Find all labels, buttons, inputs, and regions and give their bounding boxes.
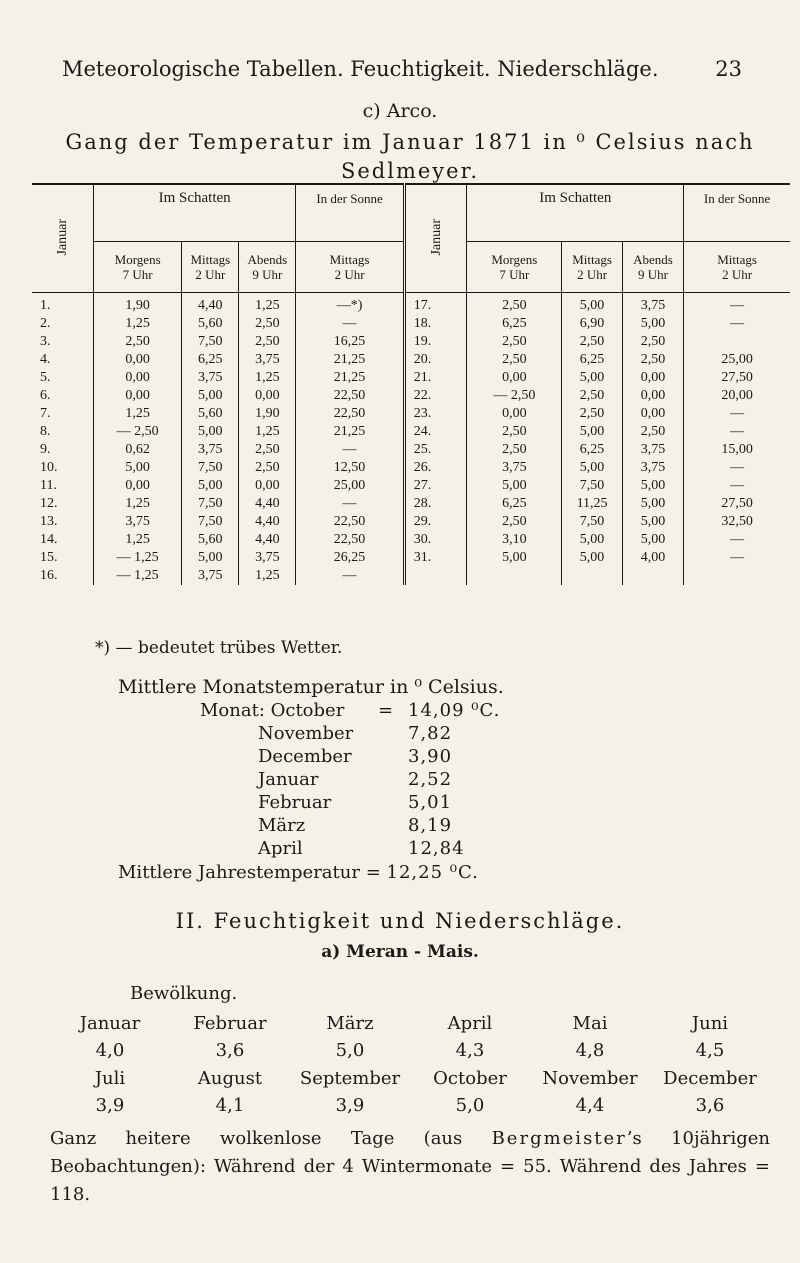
cloud-value: 4,8 (575, 1040, 605, 1061)
value-cell: 12,50 (296, 459, 404, 477)
day-cell: 26. (404, 459, 467, 477)
januar-header-right: Januar (404, 184, 467, 293)
value-cell: — (684, 459, 790, 477)
value-cell: 3,75 (622, 293, 683, 316)
value-cell: 7,50 (182, 513, 239, 531)
table-title-line-1: Gang der Temperatur im Januar 1871 in ⁰ Celsius nach (65, 130, 755, 154)
monthly-mean-label: März (258, 815, 306, 836)
value-cell: 4,00 (622, 549, 683, 567)
value-cell: 0,00 (239, 387, 296, 405)
day-cell: 23. (404, 405, 467, 423)
value-cell: 2,50 (239, 315, 296, 333)
value-cell: — (684, 531, 790, 549)
value-cell: —*) (296, 293, 404, 316)
value-cell: 0,00 (239, 477, 296, 495)
value-cell: 20,00 (684, 387, 790, 405)
day-cell: 3. (40, 334, 51, 349)
cloud-value: 4,4 (575, 1095, 605, 1116)
day-cell: 15. (40, 550, 58, 565)
value-cell: 1,25 (239, 293, 296, 316)
sonne-mittags-header: Mittags 2 Uhr (684, 242, 790, 293)
value-cell: 2,50 (562, 387, 622, 405)
value-cell: 3,75 (239, 549, 296, 567)
cloud-value: 3,6 (215, 1040, 245, 1061)
section-2-heading: II. Feuchtigkeit und Niederschläge. (175, 909, 625, 933)
value-cell: 7,50 (182, 495, 239, 513)
value-cell: 0,00 (622, 405, 683, 423)
value-cell: 5,00 (562, 369, 622, 387)
value-cell: 5,00 (562, 459, 622, 477)
value-cell: — 2,50 (93, 423, 181, 441)
value-cell: 5,00 (562, 423, 622, 441)
day-cell: 5. (40, 370, 51, 385)
day-cell: 6. (40, 388, 51, 403)
monthly-mean-label: Januar (258, 769, 319, 790)
value-cell: 2,50 (562, 333, 622, 351)
day-cell: 17. (404, 293, 467, 316)
value-cell: 22,50 (296, 513, 404, 531)
im-schatten-header-right: Im Schatten (467, 184, 684, 242)
day-cell: 25. (404, 441, 467, 459)
value-cell: 5,60 (182, 315, 239, 333)
value-cell: 2,50 (622, 423, 683, 441)
value-cell: 4,40 (239, 513, 296, 531)
table-row (32, 293, 790, 316)
cloud-value: 3,9 (335, 1095, 365, 1116)
value-cell: 5,00 (562, 293, 622, 316)
value-cell (467, 567, 562, 585)
annual-mean (118, 862, 479, 883)
value-cell: — (684, 293, 790, 316)
value-cell: 0,00 (622, 387, 683, 405)
value-cell: 2,50 (622, 351, 683, 369)
value-cell: 2,50 (467, 513, 562, 531)
cloud-month: Januar (79, 1013, 141, 1034)
value-cell (684, 333, 790, 351)
footnote: *) — bedeutet trübes Wetter. (95, 638, 343, 658)
cloud-month: September (299, 1068, 401, 1089)
section-heading-arco: c) Arco. (362, 100, 438, 122)
monthly-mean-row (200, 769, 620, 792)
table-title-line-2: Sedlmeyer. (340, 159, 479, 183)
value-cell: 5,00 (467, 549, 562, 567)
day-cell: 30. (404, 531, 467, 549)
value-cell (622, 567, 683, 585)
value-cell: 22,50 (296, 387, 404, 405)
value-cell: 1,25 (93, 405, 181, 423)
value-cell: 1,25 (93, 495, 181, 513)
monthly-mean-row (200, 700, 620, 723)
cloud-value: 4,3 (455, 1040, 485, 1061)
day-cell: 2. (40, 316, 51, 331)
value-cell: 2,50 (622, 333, 683, 351)
value-cell: 2,50 (467, 441, 562, 459)
value-cell: — (684, 477, 790, 495)
cloud-month: December (663, 1068, 757, 1089)
value-cell: 5,00 (182, 549, 239, 567)
day-cell: 22. (404, 387, 467, 405)
value-cell: 25,00 (296, 477, 404, 495)
subsection-meran-mais: a) Meran - Mais. (321, 942, 479, 962)
value-cell: 0,62 (93, 441, 181, 459)
annual-mean-label: Mittlere Jahrestemperatur = (118, 862, 381, 883)
monthly-mean-eq: = (378, 700, 394, 721)
value-cell: 3,75 (467, 459, 562, 477)
monthly-mean-label: Februar (258, 792, 332, 813)
monthly-mean-value: 2,52 (408, 769, 453, 790)
monthly-mean-title: Mittlere Monatstemperatur in ⁰ Celsius. (118, 676, 504, 698)
value-cell: 5,00 (93, 459, 181, 477)
day-cell: 27. (404, 477, 467, 495)
day-cell: 7. (40, 406, 51, 421)
value-cell: — (684, 423, 790, 441)
value-cell: 3,75 (622, 459, 683, 477)
temperature-table (32, 183, 790, 585)
value-cell: 21,25 (296, 351, 404, 369)
value-cell: 26,25 (296, 549, 404, 567)
value-cell: — (684, 549, 790, 567)
value-cell: 0,00 (93, 369, 181, 387)
value-cell: 1,25 (239, 423, 296, 441)
value-cell: 1,25 (93, 315, 181, 333)
value-cell: 3,75 (239, 351, 296, 369)
bewoelkung-label: Bewölkung. (130, 983, 238, 1004)
day-cell: 24. (404, 423, 467, 441)
cloud-value: 4,5 (695, 1040, 725, 1061)
day-cell: 29. (404, 513, 467, 531)
day-cell: 21. (404, 369, 467, 387)
cloud-month: Juni (691, 1013, 729, 1034)
cloud-value: 3,9 (95, 1095, 125, 1116)
value-cell: 0,00 (467, 369, 562, 387)
value-cell: 5,60 (182, 531, 239, 549)
monthly-mean-label: April (258, 838, 303, 859)
page-number: 23 (715, 57, 742, 81)
value-cell: 1,25 (239, 369, 296, 387)
value-cell: — 2,50 (467, 387, 562, 405)
value-cell: 5,00 (622, 495, 683, 513)
value-cell: 3,75 (622, 441, 683, 459)
value-cell: 7,50 (182, 459, 239, 477)
mittags-header: Mittags 2 Uhr (182, 242, 239, 293)
cloud-month: April (447, 1013, 493, 1034)
table-row (32, 405, 790, 423)
monthly-mean-value: 7,82 (408, 723, 453, 744)
monthly-mean-row (200, 723, 620, 746)
author-name: Bergmeister (491, 1128, 627, 1149)
cloud-month: August (197, 1068, 263, 1089)
value-cell: 4,40 (239, 495, 296, 513)
value-cell: 7,50 (562, 513, 622, 531)
day-cell: 19. (404, 333, 467, 351)
value-cell: 6,25 (562, 351, 622, 369)
monthly-mean-value: 3,90 (408, 746, 453, 767)
day-cell: 9. (40, 442, 51, 457)
cloud-value: 5,0 (455, 1095, 485, 1116)
value-cell: 5,00 (622, 513, 683, 531)
table-row (32, 531, 790, 549)
value-cell: — 1,25 (93, 567, 181, 585)
table-row (32, 351, 790, 369)
value-cell: 2,50 (239, 441, 296, 459)
value-cell: 7,50 (562, 477, 622, 495)
temperature-table-body (32, 293, 790, 586)
mittags-header: Mittags 2 Uhr (562, 242, 622, 293)
table-row (32, 495, 790, 513)
cloud-month: Mai (572, 1013, 608, 1034)
monthly-mean-label: December (258, 746, 352, 767)
morgens-header: Morgens 7 Uhr (93, 242, 181, 293)
value-cell (684, 567, 790, 585)
value-cell: 22,50 (296, 531, 404, 549)
day-cell: 12. (40, 496, 58, 511)
table-row (32, 549, 790, 567)
table-row (32, 459, 790, 477)
day-cell: 10. (40, 460, 58, 475)
value-cell: 3,75 (182, 567, 239, 585)
value-cell: 27,50 (684, 369, 790, 387)
im-schatten-header-left: Im Schatten (93, 184, 295, 242)
day-cell: 14. (40, 532, 58, 547)
value-cell: 32,50 (684, 513, 790, 531)
value-cell: 22,50 (296, 405, 404, 423)
value-cell: 11,25 (562, 495, 622, 513)
value-cell: 0,00 (622, 369, 683, 387)
value-cell: — (296, 441, 404, 459)
value-cell: 6,25 (467, 315, 562, 333)
table-title (50, 128, 770, 186)
table-row (32, 477, 790, 495)
value-cell: 5,00 (622, 477, 683, 495)
table-row (32, 567, 790, 585)
table-row (32, 315, 790, 333)
value-cell: — (684, 315, 790, 333)
monthly-mean-value: 8,19 (408, 815, 453, 836)
day-cell: 18. (404, 315, 467, 333)
value-cell: 1,90 (93, 293, 181, 316)
value-cell: 6,90 (562, 315, 622, 333)
day-cell: 31. (404, 549, 467, 567)
table-row (32, 423, 790, 441)
table-row (32, 369, 790, 387)
day-cell (404, 567, 467, 585)
cloud-month: Juli (94, 1068, 126, 1089)
value-cell: 5,00 (182, 387, 239, 405)
monthly-mean-row (200, 838, 620, 861)
value-cell: 0,00 (467, 405, 562, 423)
day-cell: 4. (40, 352, 51, 367)
value-cell: — (296, 315, 404, 333)
cloud-month: Februar (193, 1013, 267, 1034)
value-cell: 1,90 (239, 405, 296, 423)
value-cell: 3,75 (93, 513, 181, 531)
value-cell: 0,00 (93, 351, 181, 369)
cloud-value: 4,1 (215, 1095, 245, 1116)
value-cell: 3,10 (467, 531, 562, 549)
day-cell: 20. (404, 351, 467, 369)
day-cell: 8. (40, 424, 51, 439)
day-cell: 11. (40, 478, 57, 493)
value-cell: 1,25 (239, 567, 296, 585)
value-cell: — (296, 495, 404, 513)
value-cell: 3,75 (182, 369, 239, 387)
cloud-value: 3,6 (695, 1095, 725, 1116)
value-cell: 25,00 (684, 351, 790, 369)
cloud-month: November (542, 1068, 638, 1089)
monthly-mean-row (200, 746, 620, 769)
value-cell: 15,00 (684, 441, 790, 459)
monthly-mean-row (200, 792, 620, 815)
value-cell: 6,25 (182, 351, 239, 369)
monthly-mean-list (200, 700, 620, 861)
value-cell: 4,40 (239, 531, 296, 549)
monthly-mean-value: 12,84 (408, 838, 465, 859)
value-cell: 2,50 (239, 459, 296, 477)
januar-header-left: Januar (32, 184, 93, 293)
value-cell: — (296, 567, 404, 585)
monthly-mean-label: Monat: October (200, 700, 345, 721)
value-cell: 0,00 (93, 477, 181, 495)
value-cell: 2,50 (239, 333, 296, 351)
value-cell: 7,50 (182, 333, 239, 351)
in-der-sonne-header-right: In der Sonne (684, 184, 790, 242)
value-cell: 21,25 (296, 423, 404, 441)
value-cell: 5,00 (182, 477, 239, 495)
value-cell: 2,50 (467, 351, 562, 369)
cloud-value: 5,0 (335, 1040, 365, 1061)
cloud-month: October (433, 1068, 507, 1089)
monthly-mean-value: 5,01 (408, 792, 453, 813)
value-cell: 2,50 (467, 333, 562, 351)
sonne-mittags-header: Mittags 2 Uhr (296, 242, 404, 293)
abends-header: Abends 9 Uhr (622, 242, 683, 293)
in-der-sonne-header-left: In der Sonne (296, 184, 404, 242)
day-cell: 16. (40, 568, 58, 583)
value-cell: 5,00 (562, 549, 622, 567)
cloud-value: 4,0 (95, 1040, 125, 1061)
value-cell: 4,40 (182, 293, 239, 316)
table-row (32, 387, 790, 405)
clear-days-paragraph: Ganz heitere wolkenlose Tage (aus Bergmeister’s 10jährigen Beobachtungen): Während der 4 Wintermonate = 55. Während des Jahres = 118. (50, 1128, 770, 1205)
monthly-mean-label: November (258, 723, 354, 744)
value-cell: — (684, 405, 790, 423)
value-cell: 5,00 (467, 477, 562, 495)
value-cell: 1,25 (93, 531, 181, 549)
abends-header: Abends 9 Uhr (239, 242, 296, 293)
day-cell: 13. (40, 514, 58, 529)
day-cell: 1. (40, 298, 51, 313)
value-cell: 21,25 (296, 369, 404, 387)
value-cell: 27,50 (684, 495, 790, 513)
value-cell: 6,25 (467, 495, 562, 513)
table-row (32, 441, 790, 459)
value-cell: 16,25 (296, 333, 404, 351)
running-header: Meteorologische Tabellen. Feuchtigkeit. Niederschläge. (62, 57, 659, 81)
value-cell: 5,00 (562, 531, 622, 549)
value-cell: 5,60 (182, 405, 239, 423)
value-cell (562, 567, 622, 585)
table-row (32, 513, 790, 531)
monthly-mean-row (200, 815, 620, 838)
table-row (32, 333, 790, 351)
monthly-mean-value: 14,09 ⁰C. (408, 700, 501, 721)
day-cell: 28. (404, 495, 467, 513)
value-cell: 5,00 (622, 531, 683, 549)
value-cell: — 1,25 (93, 549, 181, 567)
annual-mean-value: 12,25 ⁰C. (386, 862, 479, 883)
value-cell: 0,00 (93, 387, 181, 405)
value-cell: 2,50 (467, 423, 562, 441)
value-cell: 2,50 (467, 293, 562, 316)
value-cell: 5,00 (622, 315, 683, 333)
value-cell: 6,25 (562, 441, 622, 459)
value-cell: 2,50 (93, 333, 181, 351)
value-cell: 5,00 (182, 423, 239, 441)
value-cell: 3,75 (182, 441, 239, 459)
cloud-month: März (326, 1013, 374, 1034)
value-cell: 2,50 (562, 405, 622, 423)
morgens-header: Morgens 7 Uhr (467, 242, 562, 293)
